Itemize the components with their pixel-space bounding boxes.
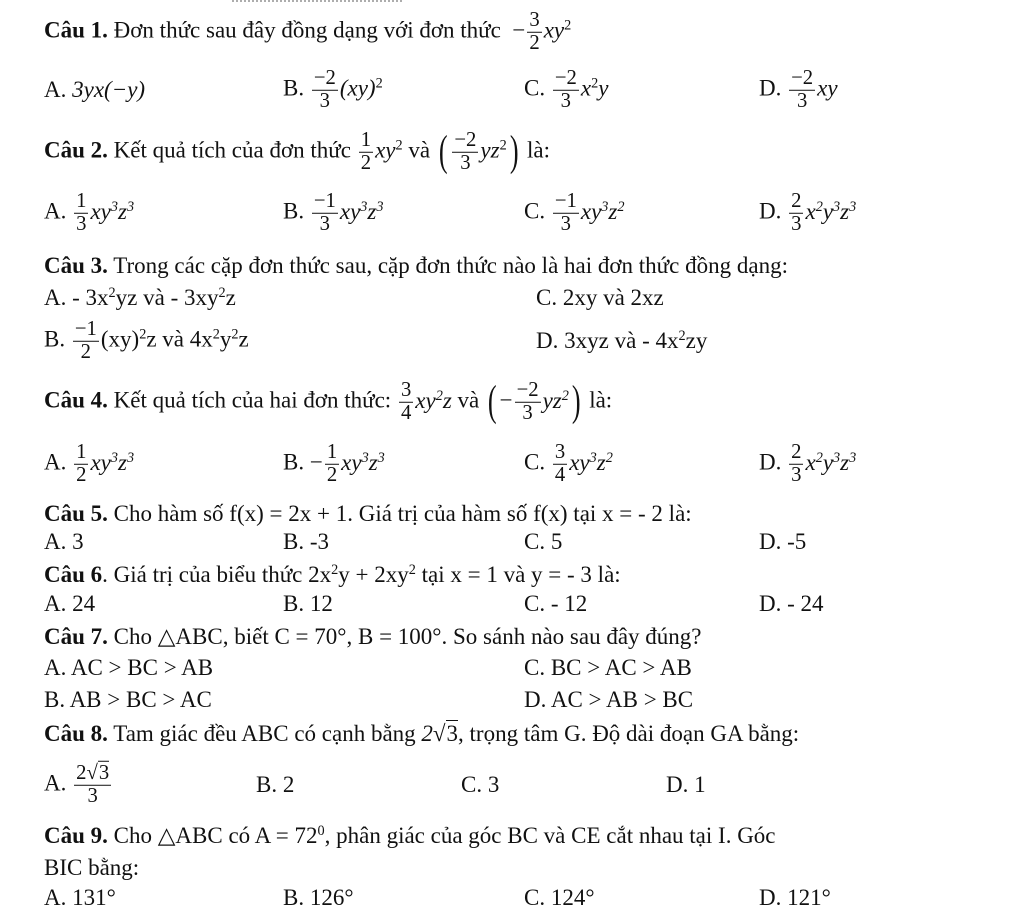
q9-options (0, 885, 1024, 910)
q8-option-d[interactable]: D. 1 (666, 772, 706, 797)
q8-option-b[interactable]: B. 2 (256, 772, 295, 797)
q1-option-b[interactable]: B. $\frac{-2}{3}$ (xy)$^2$ (283, 66, 383, 112)
q1-stem: Câu 1. Đơn thức sau đây đồng dạng với đơn thức − $\frac{3}{2}$ $xy^2$ (44, 8, 572, 54)
q5-option-c[interactable]: C. 5 (524, 529, 563, 554)
top-edge-marks (232, 0, 402, 7)
q6-option-b[interactable]: B. 12 (283, 591, 333, 616)
q8-options (0, 761, 1024, 807)
q2-option-b[interactable]: B. $\frac{-1}{3}$ $xy^3z^3$ (283, 189, 384, 235)
q3-title: Câu 3. (44, 253, 108, 278)
q9-line: Câu 9. Cho △ABC có $A = 72^0$, phân giác của góc BC và CE cắt nhau tại I. Góc (44, 823, 776, 848)
q2-option-d[interactable]: D. $\frac{2}{3}$ $x^2y^3z^3$ (759, 189, 857, 235)
q5-options (0, 529, 1024, 554)
q4-title: Câu 4. (44, 387, 108, 413)
q4-option-d[interactable]: D. $\frac{2}{3}$ $x^2y^3z^3$ (759, 440, 857, 486)
q2-line (0, 127, 1024, 176)
q4-option-c[interactable]: C. $\frac{3}{4}$ $xy^3z^2$ (524, 440, 613, 486)
q5-option-a[interactable]: A. 3 (44, 529, 84, 554)
q1-title: Câu 1. (44, 17, 108, 43)
q8-option-c[interactable]: C. 3 (461, 772, 500, 797)
q5-option-b[interactable]: B. -3 (283, 529, 329, 554)
q3-options-row2 (0, 317, 1024, 363)
q6-options (0, 591, 1024, 616)
q7-title: Câu 7. (44, 624, 108, 649)
q3-option-c[interactable]: C. 2xy và 2xz (536, 285, 664, 310)
q7-options-row1 (0, 655, 1024, 680)
q1-option-d[interactable]: D. $\frac{-2}{3}$ xy (759, 66, 838, 112)
q5-option-d[interactable]: D. -5 (759, 529, 807, 554)
q7-option-c[interactable]: C. BC > AC > AB (524, 655, 692, 680)
q4-options (0, 440, 1024, 486)
q8-line: Câu 8. Tam giác đều ABC có cạnh bằng 2√3, trọng tâm G. Độ dài đoạn GA bằng: (44, 721, 800, 746)
q7-option-b[interactable]: B. AB > BC > AC (44, 687, 212, 712)
q3-option-a[interactable]: A. - $3x^2yz$ và - $3xy^2z$ (44, 285, 236, 310)
q8-option-a[interactable]: A. $\frac{2√3}{3}$ (44, 761, 110, 807)
q9-option-c[interactable]: C. 124° (524, 885, 595, 910)
q5-title: Câu 5. (44, 501, 108, 526)
q9-line-2: BIC bằng: (44, 855, 140, 880)
q2-option-c[interactable]: C. $\frac{-1}{3}$ $xy^3z^2$ (524, 189, 625, 235)
q4-line: Câu 4. Kết quả tích của hai đơn thức: $\frac{3}{4}$ $xy^2z$ và ( − $\frac{-2}{3}$ $yz^2$) là: (44, 377, 613, 426)
q3-line: Câu 3. Trong các cặp đơn thức sau, cặp đơn thức nào là hai đơn thức đồng dạng: (44, 253, 788, 278)
q3-option-d[interactable]: D. 3xyz và - $4x^2zy$ (536, 328, 708, 353)
q9-title: Câu 9. (44, 823, 108, 848)
q9-option-a[interactable]: A. 131° (44, 885, 116, 910)
q3-options-row1 (0, 285, 1024, 310)
q6-line: Câu 6. Giá trị của biểu thức $2x^2y + 2xy^2$ tại x = 1 và y = - 3 là: (44, 562, 621, 587)
q4-option-b[interactable]: B. − $\frac{1}{2}$ $xy^3z^3$ (283, 440, 385, 486)
q2-title: Câu 2. (44, 137, 108, 163)
q1-text: Đơn thức sau đây đồng dạng với đơn thức (113, 17, 501, 43)
q6-title: Câu 6 (44, 562, 103, 587)
q1-line (0, 8, 1024, 54)
q6-option-a[interactable]: A. 24 (44, 591, 96, 616)
q8-title: Câu 8. (44, 721, 108, 746)
q3-option-b[interactable]: B. $\frac{-1}{2}$ (xy)$^2$z và $4x^2y^2z$ (44, 317, 249, 363)
q1-fraction: $\frac{3}{2}$ (529, 8, 540, 54)
q9-option-b[interactable]: B. 126° (283, 885, 354, 910)
q7-option-a[interactable]: A. AC > BC > AB (44, 655, 214, 680)
q7-option-d[interactable]: D. AC > AB > BC (524, 687, 694, 712)
q1-option-a[interactable]: A. 3yx(−y) (44, 77, 146, 102)
q7-options-row2 (0, 687, 1024, 712)
q2-options (0, 189, 1024, 235)
q6-option-d[interactable]: D. - 24 (759, 591, 824, 616)
q7-line: Câu 7. Cho △ABC, biết C = 70°, B = 100°. So sánh nào sau đây đúng? (44, 624, 702, 649)
q2-stem: Câu 2. Kết quả tích của đơn thức $\frac{1}{2}$ $xy^2$ và ( $\frac{-2}{3}$ $yz^2$) là: (44, 127, 551, 176)
q5-line: Câu 5. Cho hàm số f(x) = 2x + 1. Giá trị của hàm số f(x) tại x = - 2 là: (44, 501, 692, 526)
q6-option-c[interactable]: C. - 12 (524, 591, 588, 616)
q1-options (0, 66, 1024, 112)
q1-option-c[interactable]: C. $\frac{-2}{3}$ $x^2y$ (524, 66, 609, 112)
q2-option-a[interactable]: A. $\frac{1}{3}$ $xy^3z^3$ (44, 189, 135, 235)
q4-option-a[interactable]: A. $\frac{1}{2}$ $xy^3z^3$ (44, 440, 135, 486)
q9-option-d[interactable]: D. 121° (759, 885, 831, 910)
